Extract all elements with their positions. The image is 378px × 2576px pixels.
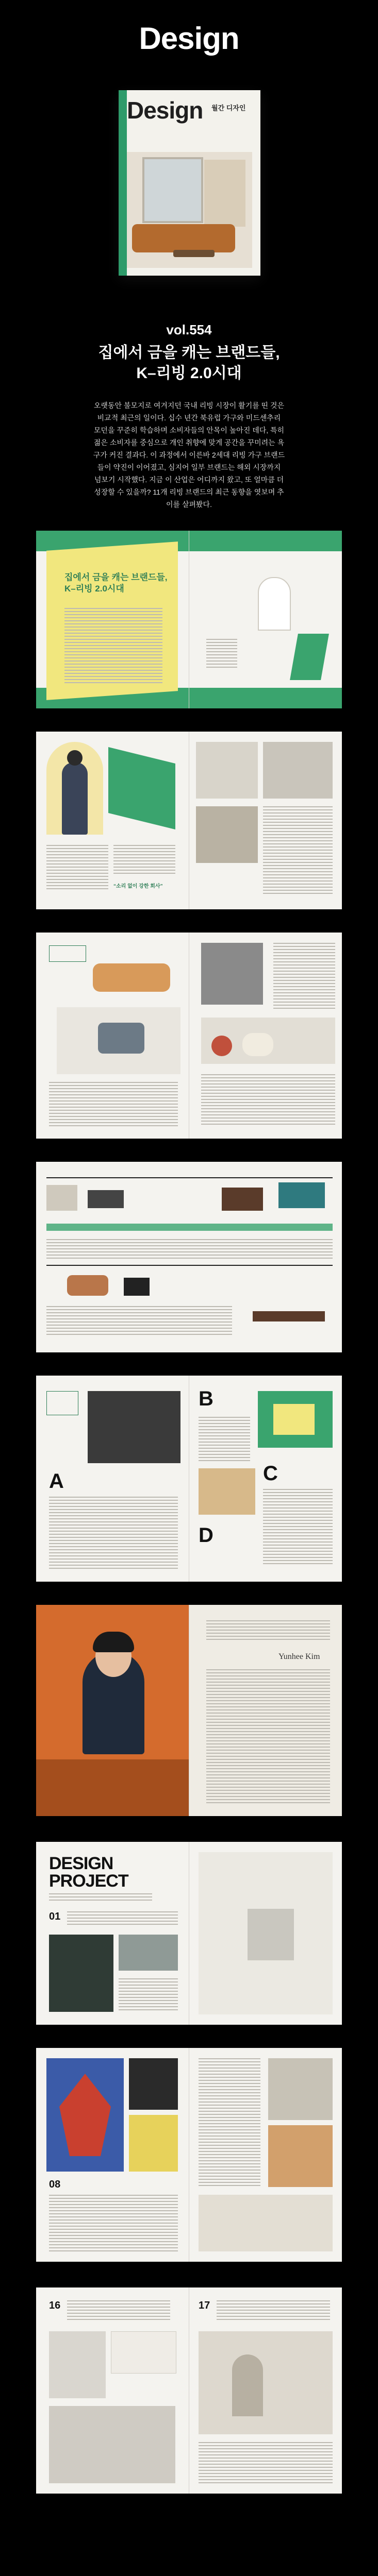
- timeline-axis-1: [46, 1177, 333, 1178]
- intro-paragraph: 오랫동안 불모지로 여겨지던 국내 리빙 시장이 활기를 띤 것은 비교적 최근의 일이다. 십수 년간 북유럽 가구와 미드센추리 모던을 꾸준히 학습하며 소비자들의 안목이 높아진 데다, 특히 젊은 소비자를 중심으로 개인 취향에 맞게 공간을 꾸미려는 욕구가 커진 결과다. 이 과정에서 이른바 2세대 리빙 가구 브랜드들이 약진이 이어졌고, 심지어 일부 브랜드는 해외 시장까지 넘보기 시작했다. 지금 이 산업은 어디까지 왔고, 또 얼마큼 더 성장할 수 있을까? 11개 리빙 브랜드의 최근 동향을 엿보며 추이를 살펴봤다.: [93, 401, 285, 509]
- spread-project-08: [36, 2048, 342, 2262]
- portrait-person: [62, 762, 88, 835]
- cover-issue-label: 월간 디자인: [211, 104, 246, 112]
- subtitle: [49, 1893, 152, 1901]
- project-17-photo: [199, 2331, 333, 2434]
- wood-photo: [199, 1468, 255, 1515]
- letter-a: A: [49, 1470, 64, 1493]
- page-headline: [0, 343, 378, 384]
- timeline-band: [46, 1224, 333, 1231]
- project-number-01: 01: [49, 1911, 61, 1922]
- project-08-body: [199, 2058, 260, 2187]
- furniture-photo-dark: [88, 1391, 180, 1463]
- timeline-photo-2: [88, 1190, 124, 1208]
- spread-opener: [36, 531, 342, 708]
- spread-interview: [36, 732, 342, 909]
- project-16-title: [67, 2300, 170, 2321]
- cover-photo: [127, 152, 252, 268]
- timeline-labels: [46, 1239, 333, 1260]
- white-chair: [242, 1033, 273, 1056]
- headline-line-1: 집에서 금을 캐는 브랜드들,: [98, 344, 280, 361]
- portrait-head: [67, 750, 83, 766]
- timeline-photo-4: [278, 1182, 325, 1208]
- issue-volume: vol.554: [166, 322, 212, 337]
- cover-table: [173, 250, 215, 257]
- body-text-a: [49, 1497, 178, 1569]
- red-stool: [211, 1036, 232, 1056]
- headline-line-2: K–리빙 2.0시대: [136, 365, 242, 382]
- poster-small-2: [129, 2115, 178, 2172]
- letter-c: C: [263, 1462, 278, 1485]
- project-17-text: [199, 2442, 333, 2483]
- project-17-title: [217, 2300, 330, 2321]
- chair-photo: [201, 943, 263, 1005]
- timeline-photo-7: [253, 1311, 325, 1321]
- caption-block: [206, 639, 237, 670]
- arch-window: [258, 577, 291, 631]
- timeline-photo-3: [222, 1188, 263, 1211]
- cover-shelf: [204, 160, 245, 227]
- body-text-block: [64, 608, 162, 685]
- cover-sofa: [132, 224, 235, 252]
- letter-b: B: [199, 1387, 213, 1410]
- poster-small-1: [129, 2058, 178, 2110]
- project-17-arch: [232, 2354, 263, 2416]
- timeline-axis-2: [46, 1265, 333, 1266]
- project-number-16: 16: [49, 2300, 61, 2311]
- project-08-photo-c: [199, 2195, 333, 2251]
- cover-window: [142, 157, 203, 223]
- portrait-table: [36, 1759, 189, 1816]
- cover-masthead: Design: [127, 97, 203, 124]
- section-label-box: [46, 1391, 78, 1415]
- project-01-photo-1: [49, 1935, 113, 2012]
- body-text-b: [199, 1417, 250, 1463]
- project-08-photo-a: [268, 2058, 333, 2120]
- timeline-photo-6: [124, 1278, 150, 1296]
- green-shape: [108, 747, 175, 829]
- title-korean: [206, 1620, 330, 1641]
- body-text: [49, 1082, 178, 1128]
- spread-projects-16-17: [36, 2287, 342, 2494]
- body-text-bottom: [201, 1074, 335, 1126]
- section-label-box: [49, 945, 86, 962]
- project-number-08: 08: [49, 2179, 61, 2190]
- project-01-title: [67, 1911, 178, 1927]
- project-01-photo-2: [119, 1935, 178, 1971]
- english-name: Yunhee Kim: [278, 1652, 320, 1661]
- spread-portrait: [36, 1605, 342, 1816]
- yellow-object: [273, 1404, 315, 1435]
- right-page-object: [248, 1909, 294, 1960]
- magazine-cover: [119, 90, 260, 276]
- project-08-photo-b: [268, 2125, 333, 2187]
- person-on-sofa: [98, 1023, 144, 1054]
- spread-timeline: [36, 1162, 342, 1352]
- project-16-photo-2: [111, 2331, 176, 2374]
- interior-photo-1: [196, 742, 258, 799]
- cover-accent-strip: [119, 90, 127, 276]
- design-project-title: DESIGN PROJECT: [49, 1854, 128, 1891]
- letter-d: D: [199, 1524, 213, 1547]
- timeline-photo-1: [46, 1185, 77, 1211]
- body-text-cd: [263, 1489, 333, 1566]
- spread-abcd: [36, 1376, 342, 1582]
- interview-body: [206, 1669, 330, 1803]
- timeline-text: [46, 1306, 232, 1337]
- project-01-text: [119, 1978, 178, 2012]
- green-block: [290, 634, 329, 680]
- timeline-photo-5: [67, 1275, 108, 1296]
- body-text-left: [46, 845, 108, 891]
- spread-design-project: [36, 1842, 342, 2025]
- interior-photo-3: [196, 806, 258, 863]
- body-text-right: [273, 943, 335, 1010]
- design-logo: Design: [139, 21, 239, 56]
- body-text-spread: [263, 806, 333, 894]
- project-number-17: 17: [199, 2300, 210, 2311]
- interior-photo-2: [263, 742, 333, 799]
- project-16-photo-3: [49, 2406, 175, 2483]
- orange-sofa: [93, 963, 170, 992]
- pull-quote: “소리 없이 강한 회사”: [113, 884, 163, 889]
- spread-products: [36, 933, 342, 1139]
- project-16-photo-1: [49, 2331, 106, 2398]
- spread-headline: 집에서 금을 캐는 브랜드들, K–리빙 2.0시대: [64, 572, 168, 594]
- body-text-right: [113, 845, 175, 876]
- project-08-text: [49, 2195, 178, 2251]
